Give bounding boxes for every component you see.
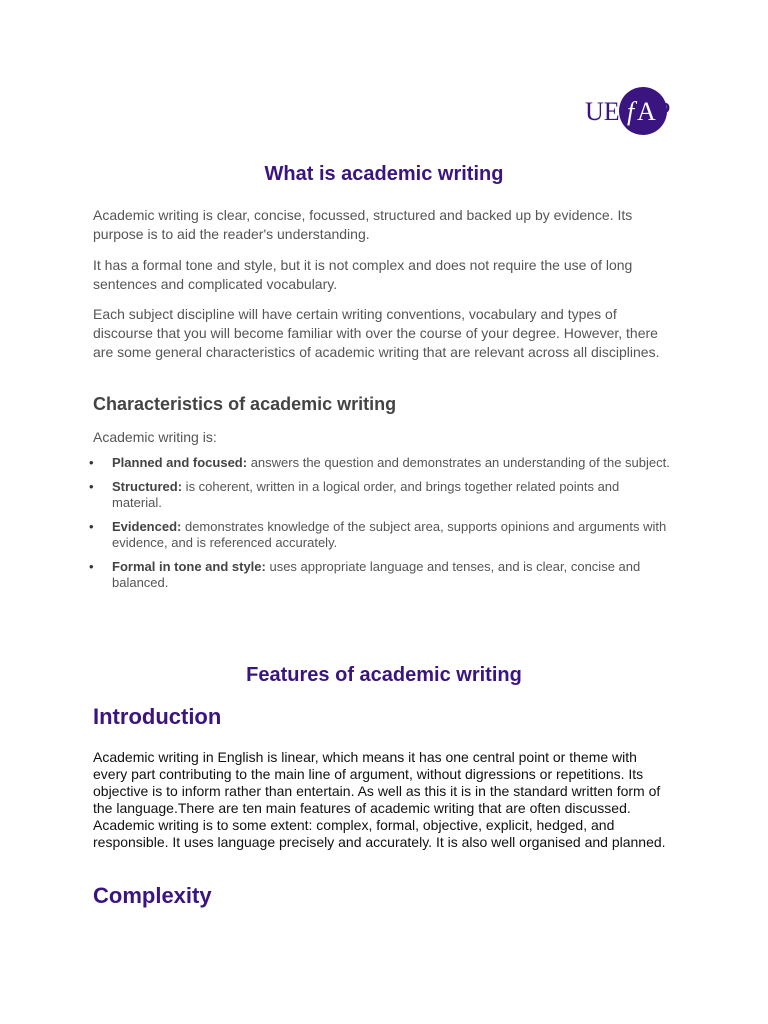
- bullet-icon: •: [89, 559, 94, 574]
- list-item-term: Planned and focused:: [112, 455, 248, 470]
- list-item-text: is coherent, written in a logical order, and brings together related points and material.: [112, 479, 620, 510]
- list-item-term: Evidenced:: [112, 519, 182, 534]
- list-item: [86, 479, 671, 511]
- paragraph-tone: It has a formal tone and style, but it is not complex and does not require the use of long sentences and complicated vocabulary.: [93, 257, 633, 292]
- introduction-paragraph: Academic writing in English is linear, which means it has one central point or theme with every part contributing to the main line of argument, without digressions or repetitions. Its objective is to inform rather than entertain. As well as this it is in the standard written form of the language.There are ten main features of academic writing that are often discussed. Academic writing is to some extent: complex, formal, objective, explicit, hedged, and responsible. It uses language precisely and accurately. It is also well organised and planned.: [93, 749, 666, 850]
- list-item: [86, 519, 671, 551]
- characteristics-heading: Characteristics of academic writing: [93, 394, 397, 414]
- svg-text:f: f: [627, 97, 635, 126]
- svg-text:P: P: [656, 97, 671, 126]
- complexity-heading: Complexity: [93, 883, 212, 908]
- section-title-what-is-academic-writing: What is academic writing: [264, 163, 504, 185]
- list-item: [86, 559, 671, 591]
- bullet-icon: •: [89, 479, 94, 494]
- uefap-logo: [583, 84, 679, 140]
- svg-text:UE: UE: [585, 97, 620, 126]
- introduction-heading: Introduction: [93, 704, 222, 729]
- list-item-text: uses appropriate language and tenses, and is clear, concise and balanced.: [112, 559, 641, 590]
- svg-text:A: A: [637, 97, 656, 126]
- list-item-text: demonstrates knowledge of the subject area, supports opinions and arguments with evidence, and is referenced accurately.: [112, 519, 667, 550]
- paragraph-definition: Academic writing is clear, concise, focussed, structured and backed up by evidence. Its purpose is to aid the reader's understanding.: [93, 207, 633, 242]
- list-item-text: answers the question and demonstrates an understanding of the subject.: [247, 455, 670, 470]
- list-item-term: Structured:: [112, 479, 183, 494]
- bullet-icon: •: [89, 455, 94, 470]
- paragraph-disciplines: Each subject discipline will have certain writing conventions, vocabulary and types of discourse that you will become familiar with over the course of your degree. However, there are some general characteristics of academic writing that are relevant across all disciplines.: [93, 306, 660, 360]
- characteristics-list: [86, 455, 671, 599]
- list-item: [86, 455, 671, 471]
- section-title-features: Features of academic writing: [246, 664, 522, 686]
- characteristics-intro: Academic writing is:: [93, 429, 217, 445]
- bullet-icon: •: [89, 519, 94, 534]
- list-item-term: Formal in tone and style:: [112, 559, 266, 574]
